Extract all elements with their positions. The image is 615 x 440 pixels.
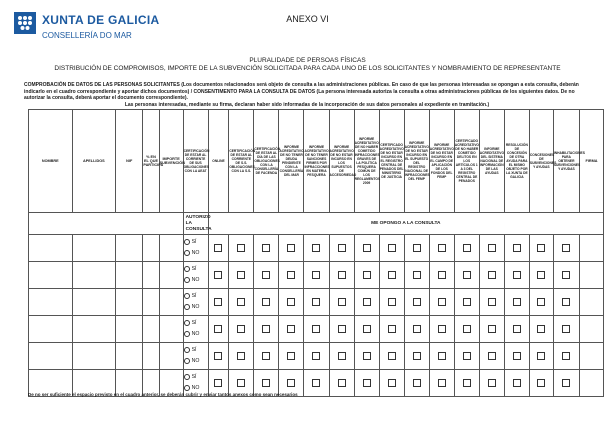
opt-out-cell xyxy=(504,289,529,316)
checkbox-icon[interactable] xyxy=(413,352,421,360)
radio-icon[interactable] xyxy=(184,320,190,326)
checkbox-icon[interactable] xyxy=(463,298,471,306)
yes-radio-option[interactable] xyxy=(184,237,208,248)
input-cell[interactable] xyxy=(72,289,116,316)
yes-radio-option[interactable] xyxy=(184,264,208,275)
signature-cell[interactable] xyxy=(579,343,603,370)
column-header: CERTIFICACIÓN DE ESTAR AL CORRIENTE DE SUS OBLIGACIONES CON LA AEAT xyxy=(183,110,208,213)
opt-out-cell xyxy=(429,235,454,262)
opt-out-cell xyxy=(208,235,229,262)
opt-out-cell xyxy=(454,343,479,370)
yes-label: SÍ xyxy=(191,239,197,245)
column-header: INFORME ACREDITATIVO DE NO ESTAR INCURSO EN EL SUPUESTO DEL REGISTRO NACIONAL DE INFRACCIONES DEL FEMP xyxy=(404,110,429,213)
opt-out-cell xyxy=(354,343,379,370)
column-header: APELLIDOS xyxy=(72,110,116,213)
checkbox-icon[interactable] xyxy=(262,298,270,306)
input-cell[interactable] xyxy=(29,262,73,289)
checkbox-icon[interactable] xyxy=(312,244,320,252)
opt-out-cell xyxy=(208,289,229,316)
blank-cell xyxy=(29,213,184,235)
checkbox-icon[interactable] xyxy=(463,352,471,360)
checkbox-icon[interactable] xyxy=(562,244,570,252)
opt-out-cell xyxy=(208,343,229,370)
opt-out-cell xyxy=(208,262,229,289)
column-header: CERTIFICADO ACREDITATIVO DE NO ESTAR INCURSO EN EL REGISTRO CENTRAL DE PENADOS DEL MINISTERIO DE JUSTICIA xyxy=(379,110,404,213)
radio-icon[interactable] xyxy=(184,374,190,380)
column-header: FIRMA xyxy=(579,110,603,213)
opt-out-cell xyxy=(529,289,553,316)
input-cell[interactable] xyxy=(29,235,73,262)
checkbox-icon[interactable] xyxy=(363,244,371,252)
table-body xyxy=(29,235,604,397)
opt-out-cell xyxy=(429,262,454,289)
opt-out-cell xyxy=(479,289,504,316)
checkbox-icon[interactable] xyxy=(513,325,521,333)
opt-out-cell xyxy=(304,370,329,397)
opt-out-cell xyxy=(479,235,504,262)
opt-out-cell xyxy=(553,316,579,343)
input-cell[interactable] xyxy=(116,343,143,370)
no-label: NO xyxy=(191,331,200,337)
checkbox-icon[interactable] xyxy=(438,271,446,279)
opt-out-cell xyxy=(429,370,454,397)
opt-out-cell xyxy=(479,343,504,370)
consent-radio-cell xyxy=(183,289,208,316)
signature-cell[interactable] xyxy=(579,370,603,397)
opt-out-cell xyxy=(504,316,529,343)
checkbox-icon[interactable] xyxy=(262,352,270,360)
checkbox-icon[interactable] xyxy=(438,298,446,306)
opt-out-cell xyxy=(404,370,429,397)
checkbox-icon[interactable] xyxy=(262,325,270,333)
opt-out-cell xyxy=(454,235,479,262)
opt-out-cell xyxy=(529,262,553,289)
input-cell[interactable] xyxy=(159,235,183,262)
checkbox-icon[interactable] xyxy=(488,352,496,360)
table-header-row xyxy=(29,110,604,213)
checkbox-icon[interactable] xyxy=(262,271,270,279)
radio-icon[interactable] xyxy=(184,304,190,310)
opt-out-cell xyxy=(504,370,529,397)
checkbox-icon[interactable] xyxy=(513,298,521,306)
checkbox-icon[interactable] xyxy=(537,352,545,360)
no-radio-option[interactable] xyxy=(184,329,208,340)
checkbox-icon[interactable] xyxy=(287,352,295,360)
applicants-table xyxy=(28,109,604,397)
table-row xyxy=(29,262,604,289)
checkbox-icon[interactable] xyxy=(537,379,545,387)
input-cell[interactable] xyxy=(143,262,159,289)
opt-out-cell xyxy=(229,343,254,370)
yes-radio-option[interactable] xyxy=(184,291,208,302)
input-cell[interactable] xyxy=(72,262,116,289)
no-radio-option[interactable] xyxy=(184,302,208,313)
yes-label: SÍ xyxy=(191,374,197,380)
checkbox-icon[interactable] xyxy=(388,352,396,360)
checkbox-icon[interactable] xyxy=(537,271,545,279)
opt-out-cell xyxy=(229,262,254,289)
checkbox-icon[interactable] xyxy=(488,325,496,333)
checkbox-icon[interactable] xyxy=(513,244,521,252)
intro-p1: COMPROBACIÓN DE DATOS DE LAS PERSONAS SOLICITANTES (Los documentos relacionados será objeto de consulta a las administraciones públicas. En caso de que las personas interesadas se opongan a esta consulta, deberán indicarlo en el cuadro correspondiente y aportar dichos documentos) / CONSENTIMENTO PARA LA CONSULTA DE DATOS (La persona interesada autoriza la consulta a otras administraciones públicas de los siguientes datos. De no autorizar la consulta, deberá aportar el documento correspondiente). xyxy=(24,82,579,102)
checkbox-icon[interactable] xyxy=(463,379,471,387)
checkbox-icon[interactable] xyxy=(463,325,471,333)
opt-out-cell xyxy=(479,262,504,289)
checkbox-icon[interactable] xyxy=(338,352,346,360)
checkbox-icon[interactable] xyxy=(363,298,371,306)
no-radio-option[interactable] xyxy=(184,248,208,259)
signature-cell[interactable] xyxy=(579,262,603,289)
checkbox-icon[interactable] xyxy=(537,298,545,306)
checkbox-icon[interactable] xyxy=(237,244,245,252)
column-header: INFORME ACREDITATIVO DE NO TENER DEUDA PENDIENTE CON LA CONSELLERÍA DEL MAR xyxy=(279,110,304,213)
checkbox-icon[interactable] xyxy=(363,352,371,360)
opt-out-cell xyxy=(354,289,379,316)
checkbox-icon[interactable] xyxy=(562,379,570,387)
opt-out-cell xyxy=(529,343,553,370)
radio-icon[interactable] xyxy=(184,277,190,283)
opt-out-cell xyxy=(553,262,579,289)
checkbox-icon[interactable] xyxy=(214,352,222,360)
form-title xyxy=(0,57,615,73)
input-cell[interactable] xyxy=(143,343,159,370)
opt-out-cell xyxy=(304,289,329,316)
consent-radio-cell xyxy=(183,316,208,343)
checkbox-icon[interactable] xyxy=(413,325,421,333)
opt-out-cell xyxy=(279,343,304,370)
yes-label: SÍ xyxy=(191,293,197,299)
radio-icon[interactable] xyxy=(184,358,190,364)
opt-out-cell xyxy=(479,370,504,397)
opt-out-cell xyxy=(454,289,479,316)
opt-out-cell xyxy=(379,262,404,289)
column-header: INFORME ACREDITATIVO DE NO ESTAR INCURSO EN LOS SUPUESTOS DE ACCESORIEDAD xyxy=(329,110,354,213)
opt-out-cell xyxy=(354,370,379,397)
checkbox-icon[interactable] xyxy=(488,244,496,252)
checkbox-icon[interactable] xyxy=(214,379,222,387)
opt-out-cell xyxy=(404,262,429,289)
checkbox-icon[interactable] xyxy=(537,325,545,333)
opt-out-cell xyxy=(479,316,504,343)
checkbox-icon[interactable] xyxy=(413,379,421,387)
opt-out-cell xyxy=(553,235,579,262)
input-cell[interactable] xyxy=(143,235,159,262)
column-header: INFORME ACREDITATIVO DE NO TENER SANCIONES FIRMES POR INFRACCIONES EN MATERIA PESQUERA xyxy=(304,110,329,213)
intro-text xyxy=(24,82,590,108)
checkbox-icon[interactable] xyxy=(513,271,521,279)
radio-icon[interactable] xyxy=(184,331,190,337)
input-cell[interactable] xyxy=(29,316,73,343)
signature-cell[interactable] xyxy=(579,289,603,316)
title-line2: DISTRIBUCIÓN DE COMPROMISOS, IMPORTE DE LA SUBVENCIÓN SOLICITADA PARA CADA UNO DE LOS SOLICITANTES Y NOMBRAMIENTO DE REPRESENTANTE xyxy=(54,65,561,72)
input-cell[interactable] xyxy=(116,262,143,289)
checkbox-icon[interactable] xyxy=(413,271,421,279)
opt-out-cell xyxy=(229,316,254,343)
opt-out-cell xyxy=(279,235,304,262)
no-radio-option[interactable] xyxy=(184,356,208,367)
signature-cell[interactable] xyxy=(579,316,603,343)
checkbox-icon[interactable] xyxy=(312,379,320,387)
input-cell[interactable] xyxy=(116,235,143,262)
opt-out-cell xyxy=(208,316,229,343)
opt-out-cell xyxy=(279,316,304,343)
radio-icon[interactable] xyxy=(184,385,190,391)
no-label: NO xyxy=(191,304,200,310)
opt-out-cell xyxy=(553,289,579,316)
checkbox-icon[interactable] xyxy=(413,244,421,252)
checkbox-icon[interactable] xyxy=(562,271,570,279)
opt-out-cell xyxy=(254,316,279,343)
footnote: De no ser suficiente el espacio previsto en el cuadro anterior, se deberán cubrir y enviar tantos anexos como sean necesarios xyxy=(28,392,298,397)
opt-out-cell xyxy=(329,343,354,370)
yes-radio-option[interactable] xyxy=(184,372,208,383)
column-header: ONLINE xyxy=(208,110,229,213)
no-label: NO xyxy=(191,250,200,256)
opt-out-cell xyxy=(454,316,479,343)
checkbox-icon[interactable] xyxy=(537,244,545,252)
opt-out-cell xyxy=(504,235,529,262)
opt-out-cell xyxy=(553,343,579,370)
input-cell[interactable] xyxy=(29,343,73,370)
checkbox-icon[interactable] xyxy=(562,352,570,360)
consent-radio-cell xyxy=(183,262,208,289)
radio-icon[interactable] xyxy=(184,266,190,272)
checkbox-icon[interactable] xyxy=(413,298,421,306)
opt-out-cell xyxy=(404,235,429,262)
no-label: NO xyxy=(191,385,200,391)
column-header: NIF xyxy=(116,110,143,213)
checkbox-icon[interactable] xyxy=(287,271,295,279)
checkbox-icon[interactable] xyxy=(237,352,245,360)
table-row xyxy=(29,343,604,370)
opt-out-cell xyxy=(529,235,553,262)
checkbox-icon[interactable] xyxy=(312,271,320,279)
checkbox-icon[interactable] xyxy=(513,379,521,387)
opt-out-cell xyxy=(254,262,279,289)
column-header: INFORME ACREDITATIVO DE NO ESTAR INCURSO EN EL CAMPO DE APLICACIÓN DE LOS FONDOS DEL FEMP xyxy=(429,110,454,213)
opt-out-cell xyxy=(553,370,579,397)
checkbox-icon[interactable] xyxy=(287,244,295,252)
checkbox-icon[interactable] xyxy=(388,298,396,306)
opt-out-cell xyxy=(354,235,379,262)
checkbox-icon[interactable] xyxy=(438,325,446,333)
opt-out-cell xyxy=(329,316,354,343)
signature-cell[interactable] xyxy=(579,235,603,262)
yes-radio-option[interactable] xyxy=(184,318,208,329)
checkbox-icon[interactable] xyxy=(463,244,471,252)
checkbox-icon[interactable] xyxy=(338,298,346,306)
input-cell[interactable] xyxy=(72,343,116,370)
radio-icon[interactable] xyxy=(184,293,190,299)
table-row xyxy=(29,235,604,262)
input-cell[interactable] xyxy=(143,289,159,316)
opt-out-cell xyxy=(229,289,254,316)
checkbox-icon[interactable] xyxy=(237,379,245,387)
checkbox-icon[interactable] xyxy=(338,325,346,333)
opt-out-cell xyxy=(429,316,454,343)
yes-label: SÍ xyxy=(191,347,197,353)
opt-out-cell xyxy=(429,343,454,370)
input-cell[interactable] xyxy=(159,316,183,343)
opt-out-cell xyxy=(329,370,354,397)
checkbox-icon[interactable] xyxy=(338,379,346,387)
radio-icon[interactable] xyxy=(184,250,190,256)
opt-out-cell xyxy=(379,316,404,343)
checkbox-icon[interactable] xyxy=(312,352,320,360)
checkbox-icon[interactable] xyxy=(262,244,270,252)
opt-out-cell xyxy=(429,289,454,316)
consent-radio-cell xyxy=(183,235,208,262)
column-header: INHABILITACIONES PARA OBTENER SUBVENCIONES Y AYUDAS xyxy=(553,110,579,213)
checkbox-icon[interactable] xyxy=(262,379,270,387)
input-cell[interactable] xyxy=(116,316,143,343)
opt-out-cell xyxy=(454,370,479,397)
checkbox-icon[interactable] xyxy=(363,271,371,279)
radio-icon[interactable] xyxy=(184,347,190,353)
checkbox-icon[interactable] xyxy=(488,379,496,387)
checkbox-icon[interactable] xyxy=(338,244,346,252)
checkbox-icon[interactable] xyxy=(338,271,346,279)
checkbox-icon[interactable] xyxy=(287,298,295,306)
opt-out-cell xyxy=(529,316,553,343)
opt-out-cell xyxy=(254,343,279,370)
checkbox-icon[interactable] xyxy=(214,325,222,333)
input-cell[interactable] xyxy=(159,343,183,370)
checkbox-icon[interactable] xyxy=(214,298,222,306)
opt-out-cell xyxy=(354,316,379,343)
opt-out-cell xyxy=(529,370,553,397)
org-name: XUNTA DE GALICIA xyxy=(42,13,160,27)
column-header: CERTIFICACIÓN DE ESTAR AL CORRIENTE DE S.S. OBLIGACIONES CON LA S.S. xyxy=(229,110,254,213)
checkbox-icon[interactable] xyxy=(388,244,396,252)
intro-p2: Las personas interesadas, mediante su firma, declaran haber sido informadas de la incorporación de sus datos personales al expediente en tramitación.) xyxy=(124,101,490,108)
column-header: NOMBRE xyxy=(29,110,73,213)
column-header: CERTIFICADO ACREDITATIVO DE NO HABER COMETIDO DELITOS EN LOS ARTÍCULOS 1 A 3 DEL REGISTRO CENTRAL DE PENADOS xyxy=(454,110,479,213)
opt-out-cell xyxy=(504,262,529,289)
opt-out-cell xyxy=(229,235,254,262)
input-cell[interactable] xyxy=(72,235,116,262)
opt-out-cell xyxy=(379,343,404,370)
table-row xyxy=(29,289,604,316)
checkbox-icon[interactable] xyxy=(388,325,396,333)
opt-out-cell xyxy=(329,235,354,262)
checkbox-icon[interactable] xyxy=(287,325,295,333)
consent-row xyxy=(29,213,604,235)
title-line1: PLURALIDADE DE PERSOAS FÍSICAS xyxy=(249,57,366,64)
department-name: CONSELLERÍA DO MAR xyxy=(42,31,132,40)
column-header: RESOLUCIÓN DE CONCESIÓN DE OTRA AYUDA PARA EL MISMO OBJETO POR LA XUNTA DE GALICIA xyxy=(504,110,529,213)
annex-title: ANEXO VI xyxy=(286,14,329,24)
opt-out-cell xyxy=(254,289,279,316)
checkbox-icon[interactable] xyxy=(287,379,295,387)
opt-out-cell xyxy=(404,343,429,370)
opt-out-cell xyxy=(379,235,404,262)
opt-out-cell xyxy=(404,289,429,316)
checkbox-icon[interactable] xyxy=(312,325,320,333)
column-header: CONCESIONES DE SUBVENCIONES Y AYUDAS xyxy=(529,110,553,213)
column-header: % EN EL QUE PARTICIPA xyxy=(143,110,159,213)
column-header: INFORME ACREDITATIVO DEL SISTEMA NACIONAL DE INFORMACIÓN DE LAS AYUDAS xyxy=(479,110,504,213)
column-header: INFORME ACREDITATIVO DE NO HABER COMETIDO INFRACCIONES GRAVES DE LA POLÍTICA PESQUERA COMÚN DE LOS REGLAMENTOS 2009 xyxy=(354,110,379,213)
input-cell[interactable] xyxy=(72,316,116,343)
autorizo-label: AUTORIZO LA CONSULTA xyxy=(183,213,208,235)
no-label: NO xyxy=(191,277,200,283)
input-cell[interactable] xyxy=(159,262,183,289)
opt-out-cell xyxy=(279,289,304,316)
checkbox-icon[interactable] xyxy=(363,379,371,387)
opongo-label: ME OPONGO A LA CONSULTA xyxy=(208,213,603,235)
no-label: NO xyxy=(191,358,200,364)
opt-out-cell xyxy=(279,262,304,289)
checkbox-icon[interactable] xyxy=(513,352,521,360)
opt-out-cell xyxy=(304,316,329,343)
checkbox-icon[interactable] xyxy=(363,325,371,333)
input-cell[interactable] xyxy=(116,289,143,316)
checkbox-icon[interactable] xyxy=(438,244,446,252)
opt-out-cell xyxy=(304,262,329,289)
checkbox-icon[interactable] xyxy=(562,325,570,333)
checkbox-icon[interactable] xyxy=(237,325,245,333)
input-cell[interactable] xyxy=(143,316,159,343)
opt-out-cell xyxy=(404,316,429,343)
checkbox-icon[interactable] xyxy=(562,298,570,306)
yes-radio-option[interactable] xyxy=(184,345,208,356)
opt-out-cell xyxy=(504,343,529,370)
checkbox-icon[interactable] xyxy=(488,298,496,306)
checkbox-icon[interactable] xyxy=(312,298,320,306)
input-cell[interactable] xyxy=(29,289,73,316)
checkbox-icon[interactable] xyxy=(388,379,396,387)
checkbox-icon[interactable] xyxy=(438,379,446,387)
opt-out-cell xyxy=(354,262,379,289)
opt-out-cell xyxy=(454,262,479,289)
checkbox-icon[interactable] xyxy=(237,298,245,306)
consent-radio-cell xyxy=(183,343,208,370)
opt-out-cell xyxy=(329,262,354,289)
checkbox-icon[interactable] xyxy=(463,271,471,279)
yes-label: SÍ xyxy=(191,266,197,272)
checkbox-icon[interactable] xyxy=(237,271,245,279)
checkbox-icon[interactable] xyxy=(388,271,396,279)
opt-out-cell xyxy=(304,343,329,370)
checkbox-icon[interactable] xyxy=(214,244,222,252)
table-row xyxy=(29,316,604,343)
input-cell[interactable] xyxy=(159,289,183,316)
column-header: CERTIFICACIÓN DE ESTAR AL DÍA DE LAS OBLIGACIONES CON LA CONSELLERÍA DE FACENDA xyxy=(254,110,279,213)
opt-out-cell xyxy=(254,235,279,262)
opt-out-cell xyxy=(304,235,329,262)
no-radio-option[interactable] xyxy=(184,275,208,286)
checkbox-icon[interactable] xyxy=(438,352,446,360)
column-header: IMPORTE SUBVENCIÓN xyxy=(159,110,183,213)
checkbox-icon[interactable] xyxy=(214,271,222,279)
opt-out-cell xyxy=(379,289,404,316)
yes-label: SÍ xyxy=(191,320,197,326)
opt-out-cell xyxy=(329,289,354,316)
opt-out-cell xyxy=(379,370,404,397)
checkbox-icon[interactable] xyxy=(488,271,496,279)
radio-icon[interactable] xyxy=(184,239,190,245)
